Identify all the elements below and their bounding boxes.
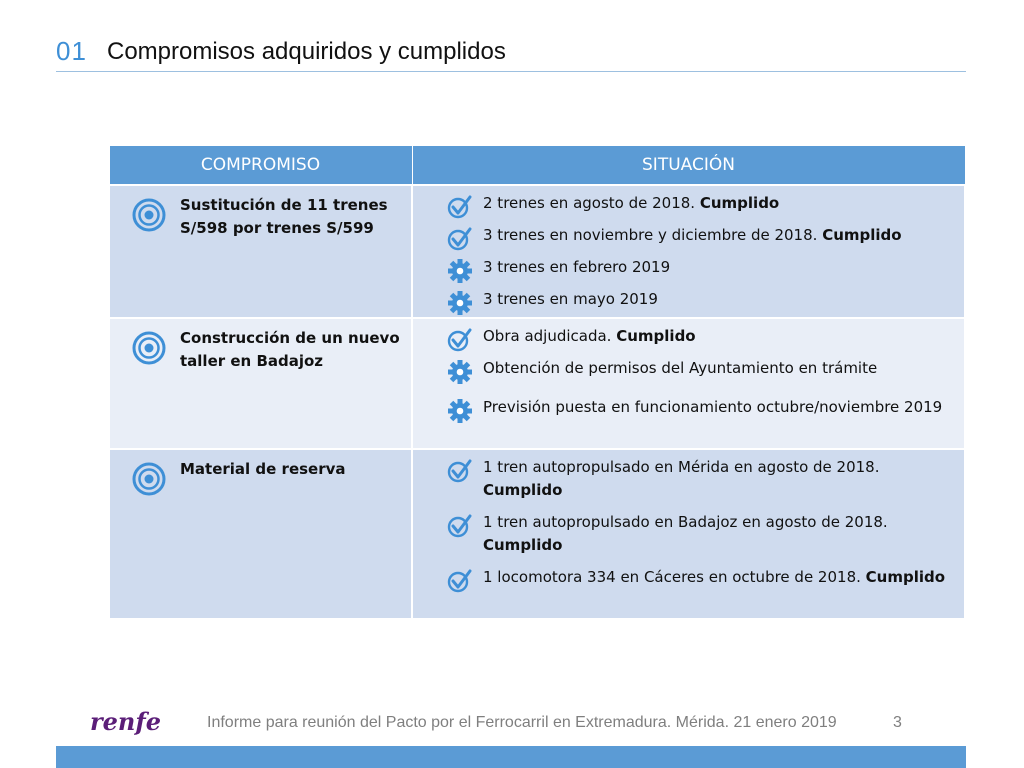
check-icon [447,568,473,594]
column-header-compromiso: COMPROMISO [109,146,412,185]
list-item: Previsión puesta en funcionamiento octubre/noviembre 2019 [413,396,964,419]
situacion-cell [412,449,965,619]
page-number: 3 [893,714,902,731]
footer-text: Informe para reunión del Pacto por el Ferrocarril en Extremadura. Mérida. 21 enero 2019 [207,714,837,731]
list-item: 3 trenes en noviembre y diciembre de 2018. Cumplido [413,224,964,247]
list-item: Obtención de permisos del Ayuntamiento en trámite [413,357,964,380]
gear-icon [447,398,473,424]
check-icon [447,327,473,353]
section-number: 01 [56,36,87,66]
renfe-logo [88,705,172,741]
list-item: Obra adjudicada. Cumplido [413,325,964,348]
list-item: 1 locomotora 334 en Cáceres en octubre de 2018. Cumplido [413,566,964,589]
target-icon [132,462,166,496]
table-row [109,318,965,449]
table-row [109,449,965,619]
svg-text:renfe: renfe [90,707,161,736]
check-icon [447,226,473,252]
list-item: 1 tren autopropulsado en Badajoz en agosto de 2018. Cumplido [413,511,964,557]
list-item: 2 trenes en agosto de 2018. Cumplido [413,192,964,215]
target-icon [132,331,166,365]
gear-icon [447,359,473,385]
check-icon [447,458,473,484]
table-header-row [109,146,965,185]
gear-icon [447,290,473,316]
situacion-cell [412,318,965,449]
footer-bar [56,746,966,768]
table-row [109,185,965,318]
list-item: 3 trenes en febrero 2019 [413,256,964,279]
list-item: 3 trenes en mayo 2019 [413,288,964,311]
slide-header [56,32,966,72]
compromiso-text: Sustitución de 11 trenes S/598 por trenes S/599 [180,195,388,237]
check-icon [447,194,473,220]
check-icon [447,513,473,539]
compromiso-cell [109,185,412,318]
situacion-cell [412,185,965,318]
column-header-situacion: SITUACIÓN [412,146,965,185]
compromiso-cell [109,318,412,449]
slide-title: Compromisos adquiridos y cumplidos [107,38,506,65]
compromiso-cell [109,449,412,619]
compromiso-text: Construcción de un nuevo taller en Badajoz [180,328,400,370]
gear-icon [447,258,473,284]
commitments-table [108,145,966,620]
list-item: 1 tren autopropulsado en Mérida en agosto de 2018. Cumplido [413,456,964,502]
compromiso-text: Material de reserva [180,459,346,478]
target-icon [132,198,166,232]
